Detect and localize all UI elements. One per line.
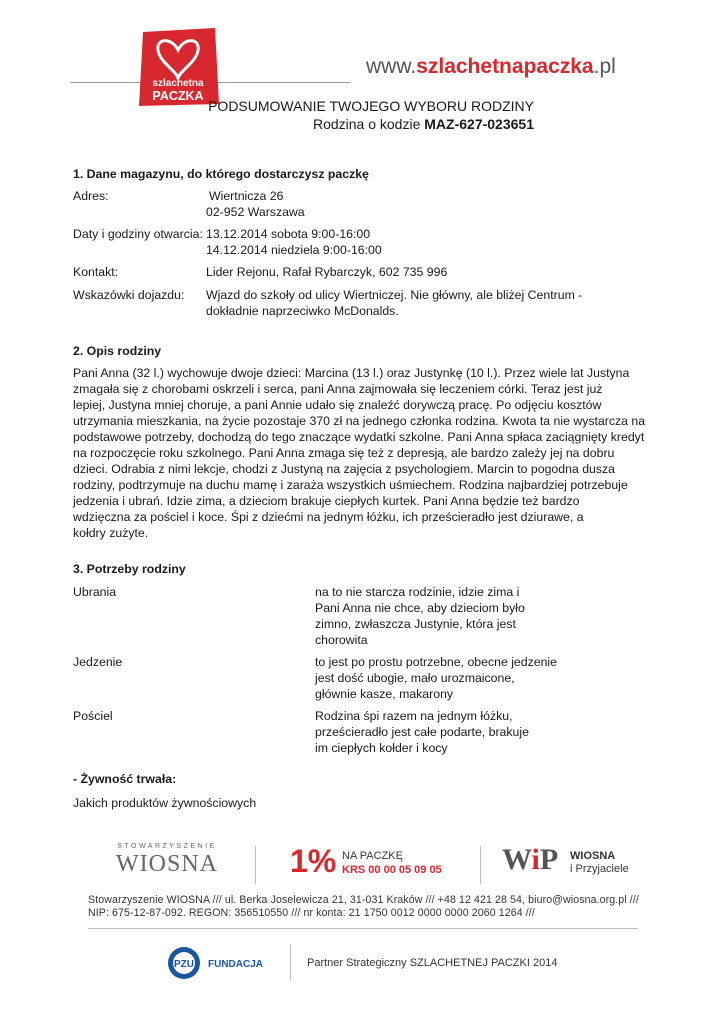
percent-line1: NA PACZKĘ [342, 850, 403, 862]
contact-label: Kontakt: [73, 265, 119, 279]
footer-divider [255, 846, 256, 884]
wip-line2: i Przyjaciele [570, 863, 629, 875]
url-prefix: www. [366, 55, 417, 78]
page-title [200, 97, 534, 133]
description-line: Pani Anna (32 l.) wychowuje dwoje dzieci: Marcina (13 l.) oraz Justynkę (10 l.). Przez wiele lat Justyna [73, 366, 630, 380]
description-line: kołdry zużyte. [73, 526, 149, 540]
hours-line2: 14.12.2014 niedziela 9:00-16:00 [206, 243, 382, 257]
logo-line2: PACZKA [152, 89, 204, 103]
need-reason-line: Pani Anna nie chce, aby dzieciom było [315, 601, 525, 615]
description-line: zmagała się z chorobami oskrzeli i serca, pani Anna zajmowała się leczeniem córki. Teraz jest już [73, 382, 603, 396]
address-line1: Wiertnicza 26 [209, 189, 284, 203]
section2-heading: 2. Opis rodziny [73, 344, 162, 358]
description-line: na rozpoczęcie roku szkolnego. Pani Anna zmaga się też z depresją, ale bardzo zależy jej na dobru [73, 446, 615, 460]
description-line: lepiej, Justyna mniej choruje, a pani Annie udało się znaleźć dorywczą pracę. Po odjęciu kosztów [73, 398, 602, 412]
address-line: Stowarzyszenie WIOSNA /// ul. Berka Joselewicza 21, 31-031 Kraków /// +48 12 421 28 54, biuro@wiosna.org.pl /// [88, 894, 639, 906]
directions-line1: Wjazd do szkoły od ulicy Wiertniczej. Nie główny, ale bliżej Centrum - [206, 288, 583, 302]
url-brand: szlachetnapaczka [416, 55, 594, 78]
need-name: Jedzenie [73, 655, 123, 669]
section3-heading: 3. Potrzeby rodziny [73, 562, 186, 576]
need-reason-line: im ciepłych kołder i kocy [315, 741, 448, 755]
description-line: podstawowe potrzeby, dochodzą do tego znaczące wydatki szkolne. Pani Anna spłaca zaciągnięty kredyt [73, 430, 645, 444]
pzu-logo [166, 945, 202, 981]
section1-heading: 1. Dane magazynu, do którego dostarczysz paczkę [73, 167, 369, 181]
hours-label: Daty i godziny otwarcia: [73, 227, 203, 241]
percent-text: 1% [290, 843, 337, 879]
percent-line2: KRS 00 00 05 09 05 [342, 864, 442, 876]
website-url [366, 55, 616, 79]
description-line: jedzenia i ubrań. Idzie zima, a dzieciom brakuje ciepłych kurtek. Pani Anna będzie też bardzo [73, 494, 580, 508]
need-reason-line: to jest po prostu potrzebne, obecne jedzenie [315, 655, 558, 669]
percent-caption [342, 849, 442, 877]
description-line: dzieci. Odrabia z nimi lekcje, chodzi z Justyną na zajęcia z psychologiem. Marcin to pogodna dusza [73, 462, 616, 476]
family-code: MAZ-627-023651 [424, 116, 534, 132]
need-reason-line: prześcieradło jest całe podarte, brakuje [315, 725, 529, 739]
family-description [73, 365, 653, 541]
directions-line2: dokładnie naprzeciwko McDonalds. [206, 304, 399, 318]
footer-divider [480, 846, 481, 884]
need-reason [315, 584, 525, 648]
footer-rule [88, 928, 638, 929]
need-reason-line: głównie kasze, makarony [315, 687, 454, 701]
partner-text: Partner Strategiczny SZLACHETNEJ PACZKI 2014 [307, 957, 558, 969]
wiosna-small: STOWARZYSZENIE [117, 843, 217, 850]
need-reason-line: Rodzina śpi razem na jednym łóżku, [315, 709, 513, 723]
address-line2: 02-952 Warszawa [206, 205, 305, 219]
url-suffix: .pl [593, 55, 616, 78]
description-line: rodziny, podtrzymuje na duchu mamę i zaraża wszystkich uśmiechem. Rodzina najbardziej potrzebuje [73, 478, 628, 492]
family-code-label: Rodzina o kodzie [312, 116, 421, 132]
footer-divider [290, 944, 291, 980]
need-reason-line: chorowita [315, 633, 368, 647]
wiosna-name: WIOSNA [116, 851, 218, 877]
food-text: Jakich produktów żywnościowych [73, 796, 257, 810]
wip-line1: WIOSNA [570, 850, 616, 862]
need-name: Ubrania [73, 585, 117, 599]
wiosna-logo [112, 843, 222, 878]
organization-address [88, 894, 648, 920]
need-name: Pościel [73, 709, 113, 723]
need-reason-line: zimno, zwłaszcza Justynie, która jest [315, 617, 516, 631]
summary-title: PODSUMOWANIE TWOJEGO WYBORU RODZINY [208, 98, 534, 114]
need-reason-line: jest dość ubogie, mało urozmaicone, [315, 671, 515, 685]
family-code-line [200, 115, 534, 133]
food-heading: - Żywność trwała: [73, 772, 177, 786]
description-line: utrzymania mieszkania, na życie pozostaje 370 zł na jednego członka rodzina. Kwota ta nie wystarcza na [73, 414, 646, 428]
pzu-label: PZU [174, 959, 194, 970]
need-reason [315, 708, 529, 756]
logo-line1: szlachetna [152, 78, 204, 89]
contact-value: Lider Rejonu, Rafał Rybarczyk, 602 735 996 [206, 265, 448, 279]
description-line: wdzięczna za pościel i koce. Śpi z dziećmi na jednym łóżku, ich prześcieradło jest dziurawe, a [73, 510, 584, 524]
directions-label: Wskazówki dojazdu: [73, 288, 185, 302]
need-reason-line: na to nie starcza rodzinie, idzie zima i [315, 585, 520, 599]
need-reason [315, 654, 557, 702]
fundacja-label: FUNDACJA [208, 959, 263, 970]
address-line: NIP: 675-12-87-092. REGON: 356510550 /// nr konta: 21 1750 0012 0000 0000 2060 1264 /// [88, 907, 535, 919]
wip-caption [570, 850, 629, 876]
hours-line1: 13.12.2014 sobota 9:00-16:00 [206, 227, 371, 241]
wip-logo: WiP [502, 843, 559, 876]
address-label: Adres: [73, 189, 109, 203]
